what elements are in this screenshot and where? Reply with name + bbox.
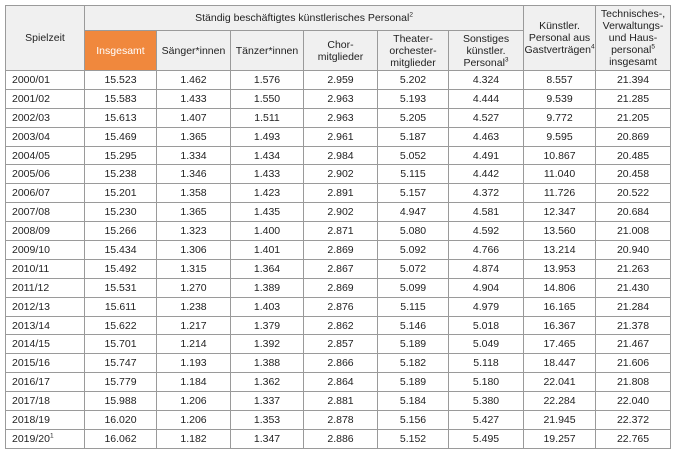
table-cell: 8.557	[524, 71, 596, 90]
cell-spielzeit	[6, 127, 85, 146]
table-cell: 4.444	[449, 89, 524, 108]
cell-spielzeit-text: 2015/16	[12, 357, 50, 370]
table-cell: 1.217	[157, 316, 231, 335]
cell-spielzeit	[6, 241, 85, 260]
table-cell: 4.372	[449, 184, 524, 203]
table-cell: 5.202	[378, 71, 449, 90]
table-cell: 15.295	[85, 146, 157, 165]
header-tech-line: insgesamt	[609, 56, 657, 68]
table-cell: 1.346	[157, 165, 231, 184]
table-cell: 21.285	[596, 89, 671, 108]
header-theater-line: orchester-	[389, 44, 437, 57]
table-cell: 9.595	[524, 127, 596, 146]
table-cell: 22.765	[596, 429, 671, 448]
table-row	[6, 146, 671, 165]
table-cell: 5.072	[378, 259, 449, 278]
cell-spielzeit-text: 2013/14	[12, 319, 50, 332]
table-row	[6, 108, 671, 127]
table-cell: 15.238	[85, 165, 157, 184]
cell-spielzeit-text: 2006/07	[12, 187, 50, 200]
table-cell: 1.182	[157, 429, 231, 448]
table-cell: 4.491	[449, 146, 524, 165]
table-row	[6, 354, 671, 373]
table-cell: 5.205	[378, 108, 449, 127]
table-cell: 2.963	[304, 89, 378, 108]
cell-spielzeit-text: 2003/04	[12, 130, 50, 143]
table-cell: 13.214	[524, 241, 596, 260]
header-saenger: Sänger*innen	[157, 31, 231, 71]
table-cell: 14.806	[524, 278, 596, 297]
table-cell: 5.018	[449, 316, 524, 335]
cell-spielzeit	[6, 203, 85, 222]
header-insgesamt: Insgesamt	[85, 31, 157, 71]
table-cell: 11.726	[524, 184, 596, 203]
table-cell: 10.867	[524, 146, 596, 165]
header-sonstiges-line: Sonstiges	[462, 32, 510, 45]
table-cell: 15.622	[85, 316, 157, 335]
header-gast-line: Künstler.	[539, 20, 580, 32]
table-cell: 1.214	[157, 335, 231, 354]
cell-spielzeit-text: 2010/11	[12, 262, 50, 275]
table-row	[6, 411, 671, 430]
table-cell: 15.492	[85, 259, 157, 278]
table-cell: 20.684	[596, 203, 671, 222]
cell-spielzeit	[6, 429, 85, 448]
table-cell: 15.701	[85, 335, 157, 354]
cell-spielzeit	[6, 146, 85, 165]
table-cell: 15.583	[85, 89, 157, 108]
cell-spielzeit	[6, 165, 85, 184]
table-row	[6, 316, 671, 335]
table-cell: 1.353	[231, 411, 304, 430]
cell-spielzeit-text: 2017/18	[12, 395, 50, 408]
table-cell: 1.434	[231, 146, 304, 165]
table-cell: 5.187	[378, 127, 449, 146]
table-cell: 15.611	[85, 297, 157, 316]
table-row	[6, 127, 671, 146]
table-cell: 12.347	[524, 203, 596, 222]
cell-spielzeit-text: 2000/01	[12, 73, 50, 86]
table-cell: 2.871	[304, 222, 378, 241]
table-cell: 4.324	[449, 71, 524, 90]
table-cell: 1.206	[157, 411, 231, 430]
table-cell: 15.434	[85, 241, 157, 260]
table-cell: 5.189	[378, 373, 449, 392]
table-cell: 1.193	[157, 354, 231, 373]
table-cell: 1.315	[157, 259, 231, 278]
cell-spielzeit-text: 2005/06	[12, 168, 50, 181]
table-cell: 15.469	[85, 127, 157, 146]
table-cell: 1.433	[157, 89, 231, 108]
table-cell: 5.157	[378, 184, 449, 203]
table-cell: 5.115	[378, 297, 449, 316]
table-row	[6, 335, 671, 354]
header-spielzeit: Spielzeit	[6, 6, 85, 71]
table-cell: 5.052	[378, 146, 449, 165]
table-cell: 1.306	[157, 241, 231, 260]
table-cell: 2.963	[304, 108, 378, 127]
table-cell: 2.902	[304, 203, 378, 222]
table-cell: 2.867	[304, 259, 378, 278]
table-cell: 13.953	[524, 259, 596, 278]
table-cell: 2.876	[304, 297, 378, 316]
table-cell: 1.334	[157, 146, 231, 165]
cell-spielzeit	[6, 316, 85, 335]
table-cell: 15.531	[85, 278, 157, 297]
header-gast-line: Gastverträgen	[524, 44, 591, 56]
header-theater-line: Theater-	[393, 32, 433, 45]
table-cell: 21.263	[596, 259, 671, 278]
table-cell: 22.372	[596, 411, 671, 430]
table-cell: 16.165	[524, 297, 596, 316]
table-cell: 1.365	[157, 127, 231, 146]
table-cell: 4.766	[449, 241, 524, 260]
header-theaterorchester	[378, 31, 449, 71]
table-row	[6, 392, 671, 411]
table-cell: 5.180	[449, 373, 524, 392]
personnel-table	[5, 5, 671, 449]
table-cell: 18.447	[524, 354, 596, 373]
table-cell: 2.984	[304, 146, 378, 165]
table-cell: 20.940	[596, 241, 671, 260]
header-tech-line: Technisches-,	[600, 8, 666, 20]
table-cell: 1.238	[157, 297, 231, 316]
table-cell: 5.152	[378, 429, 449, 448]
table-cell: 1.462	[157, 71, 231, 90]
table-cell: 22.041	[524, 373, 596, 392]
table-cell: 1.206	[157, 392, 231, 411]
table-cell: 4.947	[378, 203, 449, 222]
table-cell: 1.364	[231, 259, 304, 278]
header-tech-line: Verwaltungs-	[602, 20, 664, 32]
table-body	[6, 71, 671, 449]
table-row	[6, 241, 671, 260]
header-gast-line: Personal aus	[528, 32, 591, 44]
table-cell: 2.862	[304, 316, 378, 335]
cell-spielzeit-text: 2009/10	[12, 243, 50, 256]
header-tech-line: personal	[611, 44, 652, 56]
table-cell: 15.266	[85, 222, 157, 241]
table-cell: 16.367	[524, 316, 596, 335]
header-theater-line: mitglieder	[390, 56, 436, 69]
table-cell: 2.866	[304, 354, 378, 373]
cell-spielzeit-text: 2007/08	[12, 206, 50, 219]
footnote-mark: 1	[49, 432, 54, 440]
table-cell: 4.979	[449, 297, 524, 316]
cell-spielzeit-text: 2016/17	[12, 376, 50, 389]
footnote-mark: 5	[651, 43, 655, 51]
table-cell: 1.407	[157, 108, 231, 127]
table-cell: 22.284	[524, 392, 596, 411]
table-cell: 2.869	[304, 278, 378, 297]
table-cell: 20.869	[596, 127, 671, 146]
table-cell: 4.442	[449, 165, 524, 184]
table-cell: 1.435	[231, 203, 304, 222]
table-row	[6, 71, 671, 90]
table-cell: 2.891	[304, 184, 378, 203]
header-gastvertraege	[524, 6, 596, 71]
table-cell: 21.606	[596, 354, 671, 373]
header-sonstiges-line: Personal	[463, 56, 505, 69]
table-cell: 16.062	[85, 429, 157, 448]
table-cell: 21.945	[524, 411, 596, 430]
cell-spielzeit	[6, 354, 85, 373]
table-cell: 5.189	[378, 335, 449, 354]
table-cell: 5.193	[378, 89, 449, 108]
table-cell: 17.465	[524, 335, 596, 354]
table-cell: 21.808	[596, 373, 671, 392]
cell-spielzeit	[6, 108, 85, 127]
footnote-mark: 2	[409, 11, 413, 19]
cell-spielzeit	[6, 71, 85, 90]
header-group-title-text: Ständig beschäftigtes künstlerisches Personal	[195, 12, 410, 24]
table-cell: 5.092	[378, 241, 449, 260]
table-cell: 4.874	[449, 259, 524, 278]
table-cell: 13.560	[524, 222, 596, 241]
cell-spielzeit-text: 2019/20	[12, 432, 50, 445]
header-taenzer: Tänzer*innen	[231, 31, 304, 71]
table-cell: 2.878	[304, 411, 378, 430]
table-cell: 4.581	[449, 203, 524, 222]
table-cell: 5.118	[449, 354, 524, 373]
table-cell: 16.020	[85, 411, 157, 430]
header-chor-line: Chor-	[327, 38, 354, 51]
table-cell: 15.747	[85, 354, 157, 373]
table-cell: 9.772	[524, 108, 596, 127]
table-cell: 21.008	[596, 222, 671, 241]
table-cell: 4.463	[449, 127, 524, 146]
table-cell: 1.403	[231, 297, 304, 316]
table-cell: 5.080	[378, 222, 449, 241]
table-cell: 5.099	[378, 278, 449, 297]
table-cell: 5.115	[378, 165, 449, 184]
table-cell: 21.467	[596, 335, 671, 354]
header-group-title	[85, 6, 524, 31]
cell-spielzeit-text: 2002/03	[12, 111, 50, 124]
table-cell: 21.430	[596, 278, 671, 297]
cell-spielzeit-text: 2014/15	[12, 338, 50, 351]
table-cell: 5.427	[449, 411, 524, 430]
table-cell: 1.493	[231, 127, 304, 146]
cell-spielzeit	[6, 259, 85, 278]
table-cell: 4.527	[449, 108, 524, 127]
table-cell: 2.886	[304, 429, 378, 448]
footnote-mark: 3	[504, 56, 509, 63]
table-row	[6, 373, 671, 392]
table-cell: 1.433	[231, 165, 304, 184]
cell-spielzeit	[6, 373, 85, 392]
table-row	[6, 278, 671, 297]
table-cell: 21.205	[596, 108, 671, 127]
table-row	[6, 259, 671, 278]
table-row	[6, 165, 671, 184]
table-cell: 11.040	[524, 165, 596, 184]
table-cell: 5.495	[449, 429, 524, 448]
table-cell: 1.184	[157, 373, 231, 392]
table-cell: 1.323	[157, 222, 231, 241]
table-cell: 1.389	[231, 278, 304, 297]
table-cell: 21.394	[596, 71, 671, 90]
table-cell: 2.902	[304, 165, 378, 184]
cell-spielzeit	[6, 392, 85, 411]
table-row	[6, 222, 671, 241]
table-cell: 1.358	[157, 184, 231, 203]
cell-spielzeit	[6, 411, 85, 430]
table-row	[6, 203, 671, 222]
table-cell: 1.400	[231, 222, 304, 241]
table-row	[6, 184, 671, 203]
table-cell: 2.961	[304, 127, 378, 146]
table-cell: 15.230	[85, 203, 157, 222]
table-row	[6, 297, 671, 316]
table-cell: 15.779	[85, 373, 157, 392]
table-cell: 5.380	[449, 392, 524, 411]
header-technisches-personal	[596, 6, 671, 71]
table-cell: 2.869	[304, 241, 378, 260]
table-cell: 5.184	[378, 392, 449, 411]
table-cell: 2.881	[304, 392, 378, 411]
table-cell: 1.550	[231, 89, 304, 108]
table-cell: 1.576	[231, 71, 304, 90]
table-cell: 1.511	[231, 108, 304, 127]
table-cell: 22.040	[596, 392, 671, 411]
table-row	[6, 89, 671, 108]
table-cell: 21.284	[596, 297, 671, 316]
table-cell: 1.388	[231, 354, 304, 373]
cell-spielzeit	[6, 278, 85, 297]
table-cell: 4.904	[449, 278, 524, 297]
header-chor	[304, 31, 378, 71]
table-cell: 15.988	[85, 392, 157, 411]
cell-spielzeit-text: 2018/19	[12, 413, 50, 426]
table-cell: 20.485	[596, 146, 671, 165]
table-cell: 1.337	[231, 392, 304, 411]
cell-spielzeit-text: 2004/05	[12, 149, 50, 162]
table-cell: 15.613	[85, 108, 157, 127]
table-cell: 1.362	[231, 373, 304, 392]
table-cell: 4.592	[449, 222, 524, 241]
header-sonstiges-line: künstler.	[466, 44, 506, 57]
cell-spielzeit	[6, 335, 85, 354]
header-chor-line: mitglieder	[317, 50, 364, 63]
footnote-mark: 4	[590, 43, 595, 51]
table-cell: 20.458	[596, 165, 671, 184]
table-cell: 1.365	[157, 203, 231, 222]
table-cell: 15.523	[85, 71, 157, 90]
table-cell: 1.401	[231, 241, 304, 260]
table-cell: 2.959	[304, 71, 378, 90]
table-cell: 20.522	[596, 184, 671, 203]
cell-spielzeit	[6, 297, 85, 316]
cell-spielzeit-text: 2001/02	[12, 92, 50, 105]
table-cell: 1.347	[231, 429, 304, 448]
table-cell: 1.423	[231, 184, 304, 203]
table-cell: 15.201	[85, 184, 157, 203]
table-row	[6, 429, 671, 448]
cell-spielzeit	[6, 184, 85, 203]
header-tech-line: und Haus-	[608, 32, 658, 44]
table-cell: 1.392	[231, 335, 304, 354]
cell-spielzeit	[6, 89, 85, 108]
table-cell: 1.270	[157, 278, 231, 297]
table-cell: 1.379	[231, 316, 304, 335]
table-cell: 5.049	[449, 335, 524, 354]
table-cell: 2.857	[304, 335, 378, 354]
table-cell: 9.539	[524, 89, 596, 108]
header-sonstiges	[449, 31, 524, 71]
cell-spielzeit-text: 2008/09	[12, 225, 50, 238]
table-cell: 2.864	[304, 373, 378, 392]
table-cell: 5.156	[378, 411, 449, 430]
cell-spielzeit	[6, 222, 85, 241]
table-cell: 5.182	[378, 354, 449, 373]
table-cell: 5.146	[378, 316, 449, 335]
table-cell: 21.378	[596, 316, 671, 335]
cell-spielzeit-text: 2011/12	[12, 281, 50, 294]
table-cell: 19.257	[524, 429, 596, 448]
cell-spielzeit-text: 2012/13	[12, 300, 50, 313]
